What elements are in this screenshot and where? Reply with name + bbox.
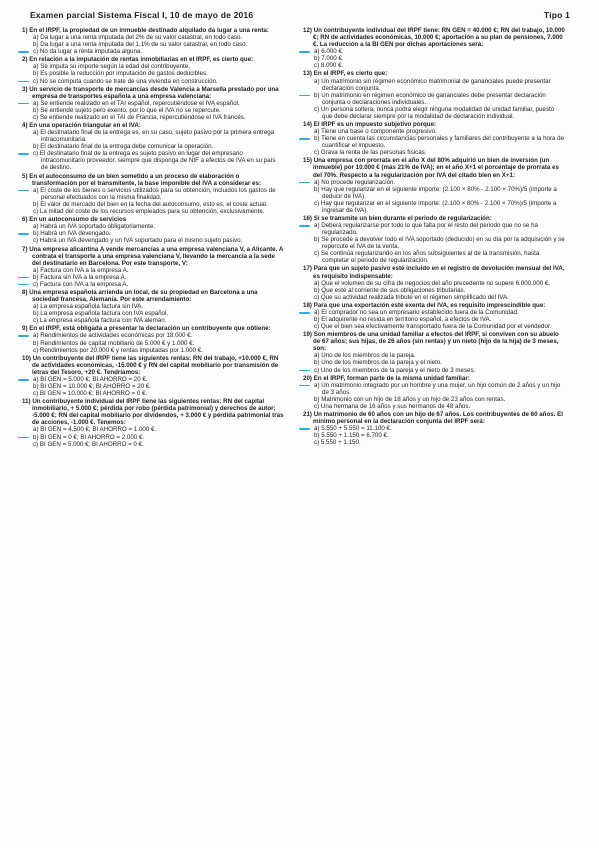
question-number: 18)	[303, 301, 312, 309]
question-number: 8)	[22, 289, 28, 296]
answer-option	[22, 317, 284, 324]
option-letter: b)	[314, 359, 320, 367]
option-letter: a)	[33, 186, 39, 194]
question	[22, 246, 284, 288]
question-number: 6)	[22, 216, 28, 224]
option-letter: b)	[314, 316, 320, 323]
option-letter: c)	[314, 402, 320, 410]
option-letter: b)	[314, 91, 320, 99]
question-text	[22, 86, 284, 100]
question	[303, 70, 565, 119]
option-letter: b)	[314, 55, 320, 63]
question-number: 19)	[303, 331, 312, 339]
option-letter: a)	[33, 34, 39, 42]
option-letter: c)	[33, 237, 39, 245]
option-text: Un persona soltera, nunca podrá elegir ninguna modalidad de unidad familiar, puesto que debe declarar siempre por la modalidad de declaración individual.	[320, 105, 555, 120]
question-text	[22, 216, 284, 223]
option-text: Se continúa regularizando en los años subsiguientes al de la transmisión, hasta completar el periodo de regularización.	[320, 250, 540, 265]
option-letter: a)	[314, 222, 320, 230]
question-statement: En relación a la imputación de rentas inmobiliarias en el IRPF, es cierto que:	[29, 56, 254, 64]
option-text: Factura con IVA a la empresa A.	[40, 266, 129, 274]
option-letter: a)	[33, 426, 39, 434]
left-column	[22, 27, 284, 449]
question-text	[303, 215, 565, 222]
question-text	[22, 355, 284, 376]
question-statement: En una operación triangular en el IVA:	[29, 122, 141, 130]
option-letter: c)	[33, 113, 39, 121]
option-letter: b)	[33, 433, 39, 441]
question-number: 3)	[22, 85, 28, 93]
question	[303, 375, 565, 410]
option-text: La empresa española factura con IVA español.	[40, 310, 169, 318]
answer-option	[303, 250, 565, 264]
option-letter: c)	[33, 77, 39, 85]
answer-option	[303, 128, 565, 135]
option-text: Da lugar a una renta imputada del 1,1% de su valor catastral, en todo caso.	[40, 41, 248, 49]
option-text: Se entiende realizado en el TAI de Francia, repercutiéndose el IVA francés.	[39, 113, 246, 121]
answer-option-marked	[22, 48, 284, 55]
option-text: El valor de mercado del bien en la fecha del autoconsumo, esto es, el coste actual.	[40, 200, 268, 208]
question-text	[22, 289, 284, 303]
question-statement: En un autoconsumo de servicios	[29, 216, 127, 224]
question-statement: Un contribuyente individual del IRPF tiene: RN GEN = 40.000 €; RN del trabajo, 10.000 €; RN de actividades económicas, 10.000 €; aportación a su plan de pensiones, 7.000 €. La reducción a la BI GEN por dichas aportaciones será:	[313, 27, 565, 49]
option-letter: a)	[33, 223, 39, 231]
option-letter: a)	[314, 178, 320, 186]
question-text	[22, 325, 284, 332]
answer-option	[303, 403, 565, 410]
question-text	[22, 27, 284, 34]
question-number: 9)	[22, 325, 28, 333]
answer-option-marked	[303, 309, 565, 316]
answer-option-marked	[22, 332, 284, 339]
option-text: 8.000 €.	[320, 62, 344, 70]
option-letter: c)	[33, 317, 39, 325]
question-statement: Una empresa española arrienda un local, de su propiedad en Barcelona a una sociedad francesa, Alemania. Por este arrendamiento:	[29, 289, 258, 304]
option-text: BI GEN = 5.000 €; BI AHORRO = 20 €.	[40, 375, 148, 383]
answer-option	[303, 186, 565, 200]
option-letter: a)	[33, 63, 39, 71]
answer-option-marked	[303, 382, 565, 396]
option-text: Que el bien sea efectivamente transportado fuera de la Comunidad por el vendedor.	[320, 323, 552, 331]
answer-option	[22, 441, 284, 448]
option-letter: b)	[33, 310, 39, 318]
question-statement: En el IRPF, forman parte de la misma unidad familiar:	[313, 374, 470, 382]
option-text: El destinatario final de la entrega es, en su caso, sujeto pasivo por la primera entrega intracomunitaria.	[40, 129, 275, 144]
option-letter: a)	[33, 303, 39, 311]
question-text	[303, 302, 565, 309]
answer-option	[22, 340, 284, 347]
question	[303, 157, 565, 213]
answer-option	[303, 55, 565, 62]
question-number: 20)	[303, 374, 312, 382]
option-letter: c)	[33, 207, 39, 215]
answer-option	[303, 316, 565, 323]
option-text: La mitad del coste de los recursos empleados para su obtención, exclusivamente.	[39, 207, 265, 215]
answer-option	[22, 129, 284, 143]
option-text: El destinatario final de la entrega debe comunicar la operación.	[40, 143, 214, 151]
question-text	[303, 265, 565, 279]
question	[22, 398, 284, 447]
option-text: Uno de los miembros de la pareja.	[321, 352, 416, 360]
question-text	[303, 157, 565, 178]
option-letter: b)	[33, 382, 39, 390]
option-text: Una hermana de 16 años y sus hermanos de 48 años.	[320, 402, 471, 410]
option-text: No da lugar a renta imputada alguna.	[39, 48, 143, 56]
answer-option	[22, 426, 284, 433]
option-letter: a)	[33, 332, 39, 340]
option-letter: a)	[314, 48, 320, 56]
answer-option	[303, 78, 565, 92]
option-letter: b)	[33, 339, 39, 347]
answer-option	[22, 383, 284, 390]
question-number: 14)	[303, 120, 312, 128]
answer-option	[22, 223, 284, 230]
answer-option	[22, 107, 284, 114]
option-letter: a)	[33, 375, 39, 383]
answer-option	[303, 106, 565, 120]
question	[22, 27, 284, 55]
question-statement: Si se transmite un bien durante el periodo de regularización:	[313, 214, 492, 222]
answer-option	[303, 149, 565, 156]
question-number: 1)	[22, 27, 28, 34]
question	[22, 56, 284, 84]
option-text: Habrá un IVA devengado.	[40, 230, 111, 238]
answer-option	[303, 294, 565, 301]
question-number: 17)	[303, 265, 312, 273]
question-number: 2)	[22, 56, 28, 64]
option-letter: b)	[33, 230, 39, 238]
option-text: La empresa española factura sin IVA.	[40, 303, 143, 311]
question-statement: Un servicio de transporte de mercancías desde Valencia a Marsella prestado por una empresa de transportes española a una empresa valenciana:	[29, 85, 279, 100]
option-letter: c)	[314, 149, 320, 157]
option-letter: b)	[314, 135, 320, 143]
option-text: No se computa cuando se trate de una vivienda en construcción.	[39, 77, 218, 85]
question-statement: En el IRPF, es cierto que:	[313, 70, 388, 78]
question	[22, 122, 284, 171]
option-text: Un matrimonio integrado por un hombre y una mujer, un hijo común de 2 años y un hijo de 3 años.	[321, 381, 561, 396]
option-letter: c)	[314, 199, 320, 207]
option-letter: b)	[33, 41, 39, 49]
answer-option-marked	[22, 376, 284, 383]
answer-option	[303, 200, 565, 214]
option-letter: c)	[33, 440, 39, 448]
option-text: Rendimientos de capital mobiliario de 5.000 € y 1.000 €.	[40, 339, 195, 347]
option-letter: b)	[33, 106, 39, 114]
answer-option	[22, 63, 284, 70]
question-text	[303, 331, 565, 352]
answer-option	[22, 267, 284, 274]
question-statement: Una empresa alicantina A vende mercancías a una empresa valenciana V, a Alicante. A contrata el transporte a una empresa valenciana V, llevando la mercancía a la sede del destinatario en Barcelona. Por este transporte, V:	[29, 245, 284, 267]
option-text: Tiene una base o componente progresivo.	[321, 128, 437, 136]
answer-option-marked	[303, 367, 565, 374]
question	[22, 325, 284, 353]
option-text: Da lugar a una renta imputada del 2% de su valor catastral, en todo caso.	[40, 34, 243, 42]
option-text: 6.000 €.	[321, 48, 344, 56]
option-letter: b)	[33, 70, 39, 78]
option-text: BI GEN = 10.000 €; BI AHORRO = 0 €.	[39, 390, 148, 398]
answer-option	[303, 439, 565, 446]
option-letter: b)	[33, 143, 39, 151]
option-text: Se imputa su importe según la edad del contribuyente.	[40, 63, 190, 71]
answer-option-marked	[22, 150, 284, 171]
option-text: Uno de los miembros de la pareja y el nieto.	[321, 359, 442, 367]
option-letter: c)	[314, 62, 320, 70]
option-letter: c)	[33, 390, 39, 398]
answer-option	[303, 396, 565, 403]
answer-option	[22, 347, 284, 354]
answer-option-marked	[303, 179, 565, 186]
question	[303, 331, 565, 373]
option-letter: b)	[314, 432, 320, 440]
question-statement: Son miembros de una unidad familiar a efectos del IRPF, si conviven con su abuelo de 67 años; sus hijas, de 26 años (sin rentas) y un nieto (hijo de la hija) de 3 meses, son:	[313, 331, 559, 353]
answer-option-marked	[303, 48, 565, 55]
question-number: 5)	[22, 172, 28, 180]
option-text: La empresa española factura con IVA alemán.	[39, 317, 167, 325]
option-text: Factura con IVA a la empresa A.	[39, 280, 129, 288]
option-text: Matrimonio con un hijo de 18 años y un hijo de 23 años con rentas.	[321, 395, 506, 403]
option-text: BI GEN = 5.000 €; BI AHORRO = 0 €.	[39, 440, 144, 448]
option-text: Es posible la reducción por imputación de gastos deducibles.	[40, 70, 208, 78]
question	[22, 173, 284, 215]
question-statement: En el IRPF, la propiedad de un inmueble destinado alquilado da lugar a una renta:	[29, 27, 269, 34]
option-letter: b)	[314, 286, 320, 294]
option-text: Se entiende realizado en el TAI español, repercutiéndose el IVA español.	[40, 99, 240, 107]
answer-option	[303, 359, 565, 366]
answer-option	[22, 310, 284, 317]
answer-option	[22, 114, 284, 121]
answer-option	[22, 390, 284, 397]
question-number: 16)	[303, 214, 312, 222]
option-letter: a)	[314, 279, 320, 287]
question-statement: Para que una exportación esté exenta del IVA, es requisito imprescindible que:	[313, 301, 546, 309]
question-text	[22, 398, 284, 426]
question	[22, 86, 284, 121]
question-statement: Un matrimonio de 60 años con un hijo de 67 años. Los contribuyentes de 60 años. El mínimo personal en la declaración conjunta del IRPF será:	[313, 411, 563, 426]
option-text: Un matrimonio en régimen económico de gananciales debe presentar declaración conjunta o declaraciones individuales.	[321, 91, 546, 106]
answer-option-marked	[22, 274, 284, 281]
option-text: Hay que regularizar en el siguiente importe: (2.100 × 80% - 2.100 × 70%)/5 (importe a deducir de IVA).	[321, 185, 557, 200]
option-text: Se procede a devolver todo el IVA soportado (deducido) en su día por la adquisición y se repercute el IVA de la venta.	[321, 236, 565, 251]
question-statement: Un contribuyente individual del IRPF tiene las siguientes rentas: RN del capital inmobiliario, + 5.000 €; pérdida por robo (pérdida patrimonial) y derechos de autor; -5.000 €; RN del capital mobiliario por dividendos, + 3.000 € y pérdida patrimonial tras de acciones, -1.000 €. Tenemos:	[32, 398, 284, 427]
question	[303, 302, 565, 330]
option-letter: b)	[314, 395, 320, 403]
question	[303, 215, 565, 264]
question-number: 11)	[22, 398, 31, 406]
question-text	[22, 246, 284, 267]
option-letter: a)	[314, 381, 320, 389]
answer-option	[303, 432, 565, 439]
option-letter: a)	[33, 99, 39, 107]
option-text: 7.000 €.	[321, 55, 344, 63]
option-text: BI GEN = 4.500 €; BI AHORRO = 1.000 €.	[40, 426, 157, 434]
question-number: 21)	[303, 411, 312, 419]
option-text: Hay que regularizar en el siguiente importe: (2.100 × 80% - 2.100 × 70%)/5 (importe a ingresar de IVA).	[320, 199, 557, 214]
question	[22, 289, 284, 324]
question-text	[303, 70, 565, 77]
option-letter: c)	[314, 366, 320, 374]
option-text: Un matrimonio sin régimen económico matrimonial de gananciales puede presentar declaración conjunta.	[321, 77, 551, 92]
answer-option	[22, 208, 284, 215]
question-text	[22, 122, 284, 129]
option-letter: c)	[314, 250, 320, 258]
question	[303, 27, 565, 69]
answer-option	[22, 70, 284, 77]
exam-type: Tipo 1	[543, 10, 570, 20]
option-letter: c)	[33, 346, 39, 354]
option-text: Que esté al corriente de sus obligaciones tributarias.	[321, 286, 466, 294]
option-letter: a)	[314, 128, 320, 136]
option-text: Habrá un IVA devengado y un IVA soportado para el mismo sujeto pasivo.	[39, 237, 243, 245]
option-letter: c)	[314, 105, 320, 113]
question	[22, 355, 284, 397]
question-number: 10)	[22, 354, 31, 362]
exam-title: Examen parcial Sistema Fiscal I, 10 de mayo de 2016	[30, 10, 254, 20]
answer-option	[22, 303, 284, 310]
option-text: Se entiende sujeto pero exento, por lo que el IVA no se repercute.	[40, 106, 221, 114]
option-text: El comprador no sea un empresario establecido fuera de la Comunidad.	[321, 308, 519, 316]
option-text: Deberá regularizarse por todo lo que falta por el resto del periodo que no se ha regularizado.	[321, 222, 538, 237]
option-letter: c)	[314, 323, 320, 331]
option-letter: b)	[33, 200, 39, 208]
question	[22, 216, 284, 244]
option-text: Factura sin IVA a la empresa A.	[40, 273, 127, 281]
option-text: El destinatario final de la entrega es sujeto pasivo en lugar del empresario intracomunitario proveedor, siempre que disponga de NIF a efectos de IVA en su país de destino.	[39, 150, 276, 172]
question-number: 15)	[303, 157, 312, 165]
question-number: 7)	[22, 245, 28, 253]
option-letter: c)	[33, 280, 39, 288]
option-text: Tiene en cuenta las circunstancias personales y familiares del contribuyente a la hora de cuantificar el impuesto.	[321, 135, 565, 150]
answer-option-marked	[22, 78, 284, 85]
option-text: No procede regularización.	[321, 178, 396, 186]
option-letter: c)	[314, 293, 320, 301]
option-text: Que el volumen de su cifra de negocios del año precedente no supere 6.000.000 €.	[321, 279, 551, 287]
answer-option	[303, 352, 565, 359]
option-letter: a)	[314, 425, 320, 433]
question-statement: En el IRPF, está obligada a presentar la declaración un contribuyente que obtiene:	[29, 325, 271, 333]
question-number: 12)	[303, 27, 312, 34]
answer-option	[22, 143, 284, 150]
right-column	[303, 27, 565, 448]
option-text: 5.550 + 5.550 = 11.100 €.	[321, 425, 392, 433]
option-text: Rendimientos por 20.000 € y rentas imputadas por 1.000 €.	[39, 346, 203, 354]
option-letter: a)	[314, 308, 320, 316]
answer-option	[303, 62, 565, 69]
question-statement: El IRPF es un impuesto subjetivo porque:	[313, 120, 437, 128]
question-text	[303, 411, 565, 425]
option-letter: a)	[314, 352, 320, 360]
answer-option-marked	[303, 135, 565, 149]
answer-option-marked	[303, 92, 565, 106]
question-text	[303, 121, 565, 128]
option-letter: b)	[314, 185, 320, 193]
option-letter: b)	[33, 273, 39, 281]
question	[303, 265, 565, 300]
answer-option	[303, 323, 565, 330]
answer-option-marked	[303, 425, 565, 432]
answer-option-marked	[22, 100, 284, 107]
answer-option	[22, 41, 284, 48]
option-letter: c)	[314, 439, 320, 447]
option-text: El adquirente no resida en territorio español, a efectos de IVA.	[321, 316, 492, 323]
question-text	[303, 27, 565, 48]
answer-option	[22, 237, 284, 244]
option-text: Que su actividad realizada tribute en el régimen simplificado del IVA.	[320, 293, 509, 301]
option-letter: b)	[314, 236, 320, 244]
question	[303, 411, 565, 446]
option-letter: c)	[33, 48, 39, 56]
answer-option	[303, 280, 565, 287]
answer-option-marked	[22, 187, 284, 201]
question-text	[22, 56, 284, 63]
question-statement: Un contribuyente del IRPF tiene las siguientes rentas: RN del trabajo, +10.000 €, RN de actividades económicas, -15.000 € y RN del capital mobiliario por transmisión de letras del Tesoro, +20 €. Tendríamos:	[32, 354, 279, 376]
answer-option	[303, 236, 565, 250]
question-statement: Una empresa con prorrata en el año X del 80% adquirió un bien de inversión (un inmueble) por 10.000 € (más 21% de IVA); en el año X+1 el porcentaje de prorrata es del 70%. Respecto a la regularización por IVA del citado bien en X+1:	[313, 157, 559, 179]
option-letter: c)	[33, 150, 39, 158]
option-text: BI GEN = 10.000 €; BI AHORRO = 20 €.	[40, 382, 151, 390]
answer-option	[303, 287, 565, 294]
question-text	[22, 173, 284, 187]
option-letter: a)	[33, 266, 39, 274]
option-text: El coste de los bienes o servicios utilizados para su obtención, incluidos los gastos de personal efectuados con la misma finalidad.	[40, 186, 276, 201]
answer-option-marked	[303, 222, 565, 236]
answer-option-marked	[22, 230, 284, 237]
option-text: Rendimientos de actividades económicas por 18.000 €.	[40, 332, 193, 340]
answer-option-marked	[22, 281, 284, 288]
answer-option	[22, 34, 284, 41]
page-header	[30, 10, 570, 24]
answer-option-marked	[22, 434, 284, 441]
answer-option	[22, 201, 284, 208]
question	[303, 121, 565, 156]
question-text	[303, 375, 565, 382]
option-letter: a)	[33, 129, 39, 137]
option-text: Habrá un IVA soportado obligatoriamente.	[40, 223, 156, 231]
question-number: 13)	[303, 70, 312, 78]
option-text: 5.550 + 1.150 = 6.700 €.	[321, 432, 389, 440]
option-text: Grava la renta de las personas físicas.	[320, 149, 427, 157]
question-statement: Para que un sujeto pasivo esté incluido en el registro de devolución mensual del IVA, es requisito indispensable:	[313, 265, 565, 280]
option-letter: a)	[314, 77, 320, 85]
option-text: 5.550 + 1.150.	[320, 439, 361, 447]
question-number: 4)	[22, 122, 28, 130]
option-text: Uno de los miembros de la pareja y el nieto de 3 meses.	[320, 366, 476, 374]
question-statement: En el autoconsumo de un bien sometido a un proceso de elaboración o transformación por el transmitente, la base imponible del IVA a considerar es:	[29, 172, 261, 187]
option-text: BI GEN = 0 €; BI AHORRO = 2.000 €.	[40, 433, 145, 441]
